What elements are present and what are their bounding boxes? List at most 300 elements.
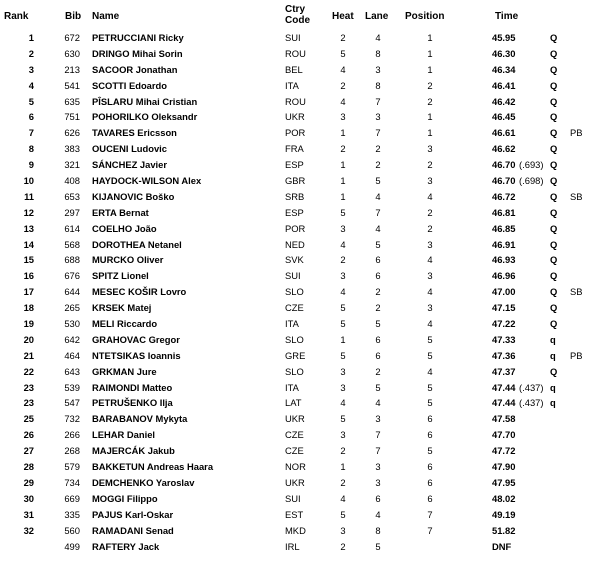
position-cell: 5 [427,333,433,345]
rank-cell: 29 [23,476,34,488]
lane-cell: 2 [375,365,381,377]
athlete-name: BARABANOV Mykyta [92,413,188,425]
position-cell: 6 [427,461,433,473]
rank-cell: 31 [23,508,34,520]
country-code: SLO [285,333,304,345]
heat-cell: 1 [340,127,346,139]
time-cell: 46.62 [492,143,516,155]
country-code: SRB [285,190,305,202]
athlete-name: MAJERCÁK Jakub [92,445,175,457]
bib-cell: 408 [64,175,80,187]
header-lane: Lane [365,11,389,22]
position-cell: 5 [427,349,433,361]
country-code: ITA [285,318,299,330]
position-cell: 2 [427,206,433,218]
bib-cell: 265 [64,302,80,314]
bib-cell: 530 [64,318,80,330]
heat-cell: 2 [340,79,346,91]
country-code: GBR [285,175,306,187]
lane-cell: 4 [375,397,381,409]
country-code: ITA [285,79,299,91]
position-cell: 4 [427,190,433,202]
time-cell: 47.00 [492,286,516,298]
qualification-cell: Q [550,254,558,266]
position-cell: 7 [427,524,433,536]
table-row [0,221,589,237]
header-name: Name [92,11,120,22]
country-code: UKR [285,413,305,425]
rank-cell: 32 [23,524,34,536]
heat-cell: 5 [340,413,346,425]
bib-cell: 541 [64,79,80,91]
country-code: ROU [285,47,306,59]
rank-cell: 26 [23,429,34,441]
rank-cell: 15 [23,254,34,266]
bib-cell: 643 [64,365,80,377]
bib-cell: 635 [64,95,80,107]
time-cell: 46.42 [492,95,516,107]
table-row [0,173,589,189]
athlete-name: SPITZ Lionel [92,270,149,282]
heat-cell: 5 [340,302,346,314]
table-row [0,459,589,475]
table-row [0,507,589,523]
position-cell: 3 [427,302,433,314]
header-bib: Bib [65,11,82,22]
bib-cell: 672 [64,32,80,43]
athlete-name: LEHAR Daniel [92,429,156,441]
time-cell: 49.19 [492,508,516,520]
lane-cell: 7 [375,445,381,457]
time-cell: 47.44 [492,397,516,409]
time-cell: 46.34 [492,63,516,75]
time-cell: 45.95 [492,32,516,43]
rank-cell: 23 [23,381,34,393]
table-row [0,252,589,268]
qualification-cell: Q [550,95,558,107]
country-code: UKR [285,111,305,123]
athlete-name: SACOOR Jonathan [92,63,178,75]
tiebreak-cell: (.698) [519,175,544,187]
lane-cell: 4 [375,32,381,43]
bib-cell: 676 [64,270,80,282]
country-code: EST [285,508,304,520]
qualification-cell: Q [550,238,558,250]
time-cell: 47.33 [492,333,516,345]
position-cell: 1 [427,63,433,75]
position-cell: 3 [427,270,433,282]
athlete-name: PETRUCCIANI Ricky [92,32,184,43]
lane-cell: 3 [375,63,381,75]
position-cell: 7 [427,508,433,520]
country-code: LAT [285,397,302,409]
position-cell: 3 [427,238,433,250]
athlete-name: SÁNCHEZ Javier [92,159,168,171]
rank-cell: 6 [28,111,34,123]
lane-cell: 5 [375,318,381,330]
country-code: IRL [285,540,300,552]
athlete-name: GRKMAN Jure [92,365,157,377]
record-note: PB [570,349,583,361]
bib-cell: 539 [64,381,80,393]
country-code: SUI [285,492,301,504]
lane-cell: 6 [375,492,381,504]
table-row [0,395,589,411]
header-time: Time [495,11,519,22]
bib-cell: 644 [64,286,80,298]
lane-cell: 3 [375,111,381,123]
heat-cell: 3 [340,524,346,536]
table-row [0,46,589,62]
country-code: CZE [285,445,304,457]
bib-cell: 321 [64,159,80,171]
athlete-name: COELHO João [92,222,157,234]
table-row [0,94,589,110]
table-row [0,237,589,253]
heat-cell: 3 [340,222,346,234]
table-row [0,157,589,173]
lane-cell: 4 [375,508,381,520]
athlete-name: TAVARES Ericsson [92,127,177,139]
country-code: GRE [285,349,306,361]
lane-cell: 8 [375,524,381,536]
bib-cell: 630 [64,47,80,59]
rank-cell: 8 [28,143,34,155]
qualification-cell: Q [550,365,558,377]
time-cell: 47.44 [492,381,516,393]
time-cell: 46.41 [492,79,516,91]
time-cell: 46.93 [492,254,516,266]
rank-cell: 16 [23,270,34,282]
heat-cell: 2 [340,254,346,266]
time-cell: 47.36 [492,349,516,361]
athlete-name: PAJUS Karl-Oskar [92,508,174,520]
table-row [0,411,589,427]
position-cell: 5 [427,381,433,393]
position-cell: 2 [427,159,433,171]
heat-cell: 3 [340,429,346,441]
rank-cell: 27 [23,445,34,457]
position-cell: 5 [427,397,433,409]
time-cell: 46.70 [492,175,516,187]
header-rank: Rank [4,11,29,22]
qualification-cell: Q [550,47,558,59]
heat-cell: 3 [340,381,346,393]
athlete-name: DOROTHEA Netanel [92,238,182,250]
lane-cell: 7 [375,127,381,139]
heat-cell: 5 [340,206,346,218]
heat-cell: 2 [340,540,346,552]
position-cell: 3 [427,175,433,187]
position-cell: 1 [427,32,433,43]
lane-cell: 7 [375,95,381,107]
country-code: FRA [285,143,304,155]
table-row [0,141,589,157]
position-cell: 6 [427,492,433,504]
rank-cell: 3 [28,63,34,75]
table-row [0,348,589,364]
table-header [0,0,589,30]
athlete-name: PETRUŠENKO Ilja [92,397,173,409]
heat-cell: 1 [340,159,346,171]
time-cell: 46.61 [492,127,516,139]
tiebreak-cell: (.437) [519,381,544,393]
bib-cell: 614 [64,222,80,234]
athlete-name: POHORILKO Oleksandr [92,111,198,123]
time-cell: 46.30 [492,47,516,59]
bib-cell: 335 [64,508,80,520]
heat-cell: 3 [340,111,346,123]
time-cell: DNF [492,540,512,552]
qualification-cell: Q [550,206,558,218]
lane-cell: 3 [375,476,381,488]
heat-cell: 1 [340,333,346,345]
rank-cell: 7 [28,127,34,139]
lane-cell: 6 [375,254,381,266]
lane-cell: 4 [375,190,381,202]
bib-cell: 297 [64,206,80,218]
qualification-cell: Q [550,143,558,155]
country-code: ESP [285,206,304,218]
lane-cell: 5 [375,238,381,250]
lane-cell: 5 [375,175,381,187]
bib-cell: 568 [64,238,80,250]
qualification-cell: q [550,349,556,361]
table-row [0,62,589,78]
heat-cell: 4 [340,492,346,504]
athlete-name: DRINGO Mihai Sorin [92,47,183,59]
table-row [0,523,589,539]
lane-cell: 2 [375,286,381,298]
bib-cell: 642 [64,333,80,345]
table-row [0,284,589,300]
table-row [0,380,589,396]
position-cell: 5 [427,445,433,457]
time-cell: 47.95 [492,476,516,488]
time-cell: 47.15 [492,302,516,314]
position-cell: 4 [427,365,433,377]
athlete-name: RAFTERY Jack [92,540,160,552]
record-note: PB [570,127,583,139]
time-cell: 48.02 [492,492,516,504]
bib-cell: 213 [64,63,80,75]
bib-cell: 560 [64,524,80,536]
qualification-cell: Q [550,222,558,234]
country-code: POR [285,222,306,234]
table-row [0,427,589,443]
rank-cell: 25 [23,413,34,425]
heat-cell: 5 [340,318,346,330]
time-cell: 46.91 [492,238,516,250]
athlete-name: MURCKO Oliver [92,254,164,266]
time-cell: 47.58 [492,413,516,425]
country-code: ITA [285,381,299,393]
country-code: SVK [285,254,304,266]
bib-cell: 688 [64,254,80,266]
table-row [0,189,589,205]
time-cell: 47.90 [492,461,516,473]
lane-cell: 8 [375,79,381,91]
heat-cell: 4 [340,286,346,298]
country-code: CZE [285,429,304,441]
lane-cell: 3 [375,461,381,473]
position-cell: 4 [427,318,433,330]
time-cell: 46.45 [492,111,516,123]
record-note: SB [570,190,583,202]
rank-cell: 20 [23,333,34,345]
heat-cell: 1 [340,190,346,202]
qualification-cell: Q [550,190,558,202]
athlete-name: GRAHOVAC Gregor [92,333,180,345]
bib-cell: 732 [64,413,80,425]
country-code: ROU [285,95,306,107]
lane-cell: 4 [375,222,381,234]
time-cell: 47.22 [492,318,516,330]
header-position: Position [405,11,445,22]
athlete-name: OUCENI Ludovic [92,143,168,155]
table-row [0,316,589,332]
table-row [0,78,589,94]
bib-cell: 579 [64,461,80,473]
qualification-cell: Q [550,63,558,75]
table-row [0,125,589,141]
athlete-name: MOGGI Filippo [92,492,158,504]
tiebreak-cell: (.437) [519,397,544,409]
time-cell: 46.70 [492,159,516,171]
athlete-name: ERTA Bernat [92,206,149,218]
athlete-name: KRSEK Matej [92,302,152,314]
lane-cell: 2 [375,143,381,155]
qualification-cell: Q [550,302,558,314]
table-row [0,539,589,555]
lane-cell: 5 [375,381,381,393]
qualification-cell: Q [550,111,558,123]
lane-cell: 7 [375,429,381,441]
athlete-name: DEMCHENKO Yaroslav [92,476,195,488]
lane-cell: 6 [375,333,381,345]
table-row [0,268,589,284]
lane-cell: 3 [375,413,381,425]
time-cell: 47.72 [492,445,516,457]
qualification-cell: Q [550,175,558,187]
heat-cell: 1 [340,461,346,473]
qualification-cell: q [550,381,556,393]
position-cell: 1 [427,47,433,59]
position-cell: 4 [427,286,433,298]
heat-cell: 2 [340,476,346,488]
rank-cell: 30 [23,492,34,504]
country-code: SLO [285,365,304,377]
rank-cell: 17 [23,286,34,298]
heat-cell: 2 [340,143,346,155]
rank-cell: 19 [23,318,34,330]
rank-cell: 22 [23,365,34,377]
heat-cell: 4 [340,95,346,107]
qualification-cell: Q [550,159,558,171]
rank-cell: 5 [28,95,34,107]
heat-cell: 5 [340,47,346,59]
lane-cell: 8 [375,47,381,59]
heat-cell: 5 [340,508,346,520]
country-code: SUI [285,270,301,282]
athlete-name: MELI Riccardo [92,318,158,330]
header-ctry: Ctry [285,4,306,15]
athlete-name: KIJANOVIC Boško [92,190,175,202]
country-code: MKD [285,524,306,536]
country-code: NOR [285,461,306,473]
header-code: Code [285,15,310,26]
position-cell: 1 [427,111,433,123]
heat-cell: 4 [340,63,346,75]
tiebreak-cell: (.693) [519,159,544,171]
table-row [0,300,589,316]
position-cell: 6 [427,476,433,488]
rank-cell: 10 [23,175,34,187]
lane-cell: 2 [375,302,381,314]
rank-cell: 13 [23,222,34,234]
header-heat: Heat [332,11,354,22]
bib-cell: 653 [64,190,80,202]
qualification-cell: Q [550,127,558,139]
rank-cell: 11 [24,190,34,202]
lane-cell: 2 [375,159,381,171]
time-cell: 46.81 [492,206,516,218]
country-code: CZE [285,302,304,314]
rank-cell: 9 [28,159,34,171]
heat-cell: 2 [340,445,346,457]
table-row [0,443,589,459]
athlete-name: RAMADANI Senad [92,524,174,536]
rank-cell: 2 [28,47,34,59]
country-code: ESP [285,159,304,171]
heat-cell: 4 [340,397,346,409]
rank-cell: 23 [23,397,34,409]
country-code: SLO [285,286,304,298]
table-row [0,332,589,348]
position-cell: 4 [427,254,433,266]
lane-cell: 6 [375,270,381,282]
bib-cell: 626 [64,127,80,139]
heat-cell: 5 [340,349,346,361]
position-cell: 1 [427,127,433,139]
athlete-name: NTETSIKAS Ioannis [92,349,181,361]
bib-cell: 547 [64,397,80,409]
table-row [0,30,589,46]
table-row [0,364,589,380]
country-code: NED [285,238,305,250]
position-cell: 2 [427,222,433,234]
bib-cell: 268 [64,445,80,457]
athlete-name: RAIMONDI Matteo [92,381,173,393]
qualification-cell: Q [550,79,558,91]
bib-cell: 669 [64,492,80,504]
country-code: BEL [285,63,303,75]
rank-cell: 28 [23,461,34,473]
record-note: SB [570,286,583,298]
rank-cell: 21 [23,349,34,361]
athlete-name: HAYDOCK-WILSON Alex [92,175,202,187]
qualification-cell: Q [550,32,558,43]
bib-cell: 751 [64,111,80,123]
qualification-cell: q [550,397,556,409]
bib-cell: 734 [64,476,80,488]
results-table-body [0,30,589,554]
athlete-name: MESEC KOŠIR Lovro [92,286,187,298]
rank-cell: 14 [23,238,34,250]
country-code: SUI [285,32,301,43]
heat-cell: 4 [340,238,346,250]
athlete-name: PÎSLARU Mihai Cristian [92,95,198,107]
